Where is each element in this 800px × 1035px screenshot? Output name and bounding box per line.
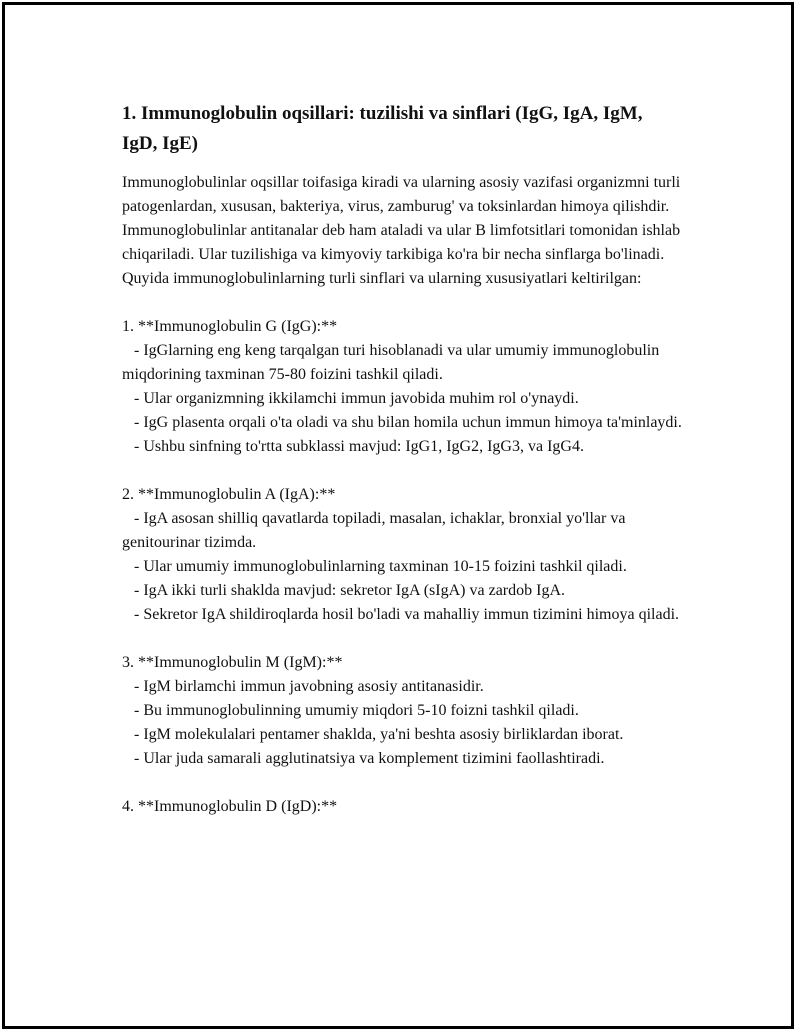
document-body [122, 99, 685, 819]
section-heading: 2. **Immunoglobulin A (IgA):** [122, 486, 336, 503]
list-item: - IgM birlamchi immun javobning asosiy antitanasidir. [122, 678, 484, 695]
list-item: - IgA ikki turli shaklda mavjud: sekretor IgA (sIgA) va zardob IgA. [122, 582, 566, 599]
spacer [122, 459, 682, 483]
page-frame [2, 2, 794, 1029]
list-item: - Ular juda samarali agglutinatsiya va komplement tizimini faollashtiradi. [122, 750, 605, 767]
page-title: 1. Immunoglobulin oqsillari: tuzilishi va sinflari (IgG, IgA, IgM, IgD, IgE) [122, 103, 643, 154]
list-item: - IgG plasenta orqali o'ta oladi va shu bilan homila uchun immun himoya ta'minlaydi. [122, 414, 682, 431]
list-item: - IgM molekulalari pentamer shaklda, ya'ni beshta asosiy birliklardan iborat. [122, 726, 624, 743]
section-igd [122, 795, 682, 819]
list-item: - Sekretor IgA shildiroqlarda hosil bo'ladi va mahalliy immun tizimini himoya qiladi. [122, 606, 680, 623]
section-igm [122, 651, 682, 771]
intro-paragraph: Immunoglobulinlar oqsillar toifasiga kiradi va ularning asosiy vazifasi organizmni turli patogenlardan, xususan, bakteriya, virus, zamburug' va toksinlardan himoya qilishdir. Immunoglobulinlar antitanalar deb ham ataladi va ular B limfotsitlari tomonidan ishlab chiqariladi. Ular tuzilishiga va kimyoviy tarkibiga ko'ra bir necha sinflarga bo'linadi. Quyida immunoglobulinlarning turli sinflari va ularning xususiyatlari keltirilgan: [122, 174, 685, 287]
spacer [122, 627, 682, 651]
section-igg [122, 315, 682, 459]
spacer [122, 291, 682, 315]
section-heading: 3. **Immunoglobulin M (IgM):** [122, 654, 343, 671]
section-heading: 4. **Immunoglobulin D (IgD):** [122, 798, 338, 815]
list-item: - IgA asosan shilliq qavatlarda topiladi, masalan, ichaklar, bronxial yo'llar va genitourinar tizimda. [122, 510, 630, 551]
list-item: - Ular organizmning ikkilamchi immun javobida muhim rol o'ynaydi. [122, 390, 579, 407]
section-iga [122, 483, 682, 627]
list-item: - Bu immunoglobulinning umumiy miqdori 5-10 foizni tashkil qiladi. [122, 702, 579, 719]
list-item: - IgGlarning eng keng tarqalgan turi hisoblanadi va ular umumiy immunoglobulin miqdorining taxminan 75-80 foizini tashkil qiladi. [122, 342, 664, 383]
spacer [122, 771, 682, 795]
section-heading: 1. **Immunoglobulin G (IgG):** [122, 318, 338, 335]
list-item: - Ular umumiy immunoglobulinlarning taxminan 10-15 foizini tashkil qiladi. [122, 558, 627, 575]
list-item: - Ushbu sinfning to'rtta subklassi mavjud: IgG1, IgG2, IgG3, va IgG4. [122, 438, 584, 455]
